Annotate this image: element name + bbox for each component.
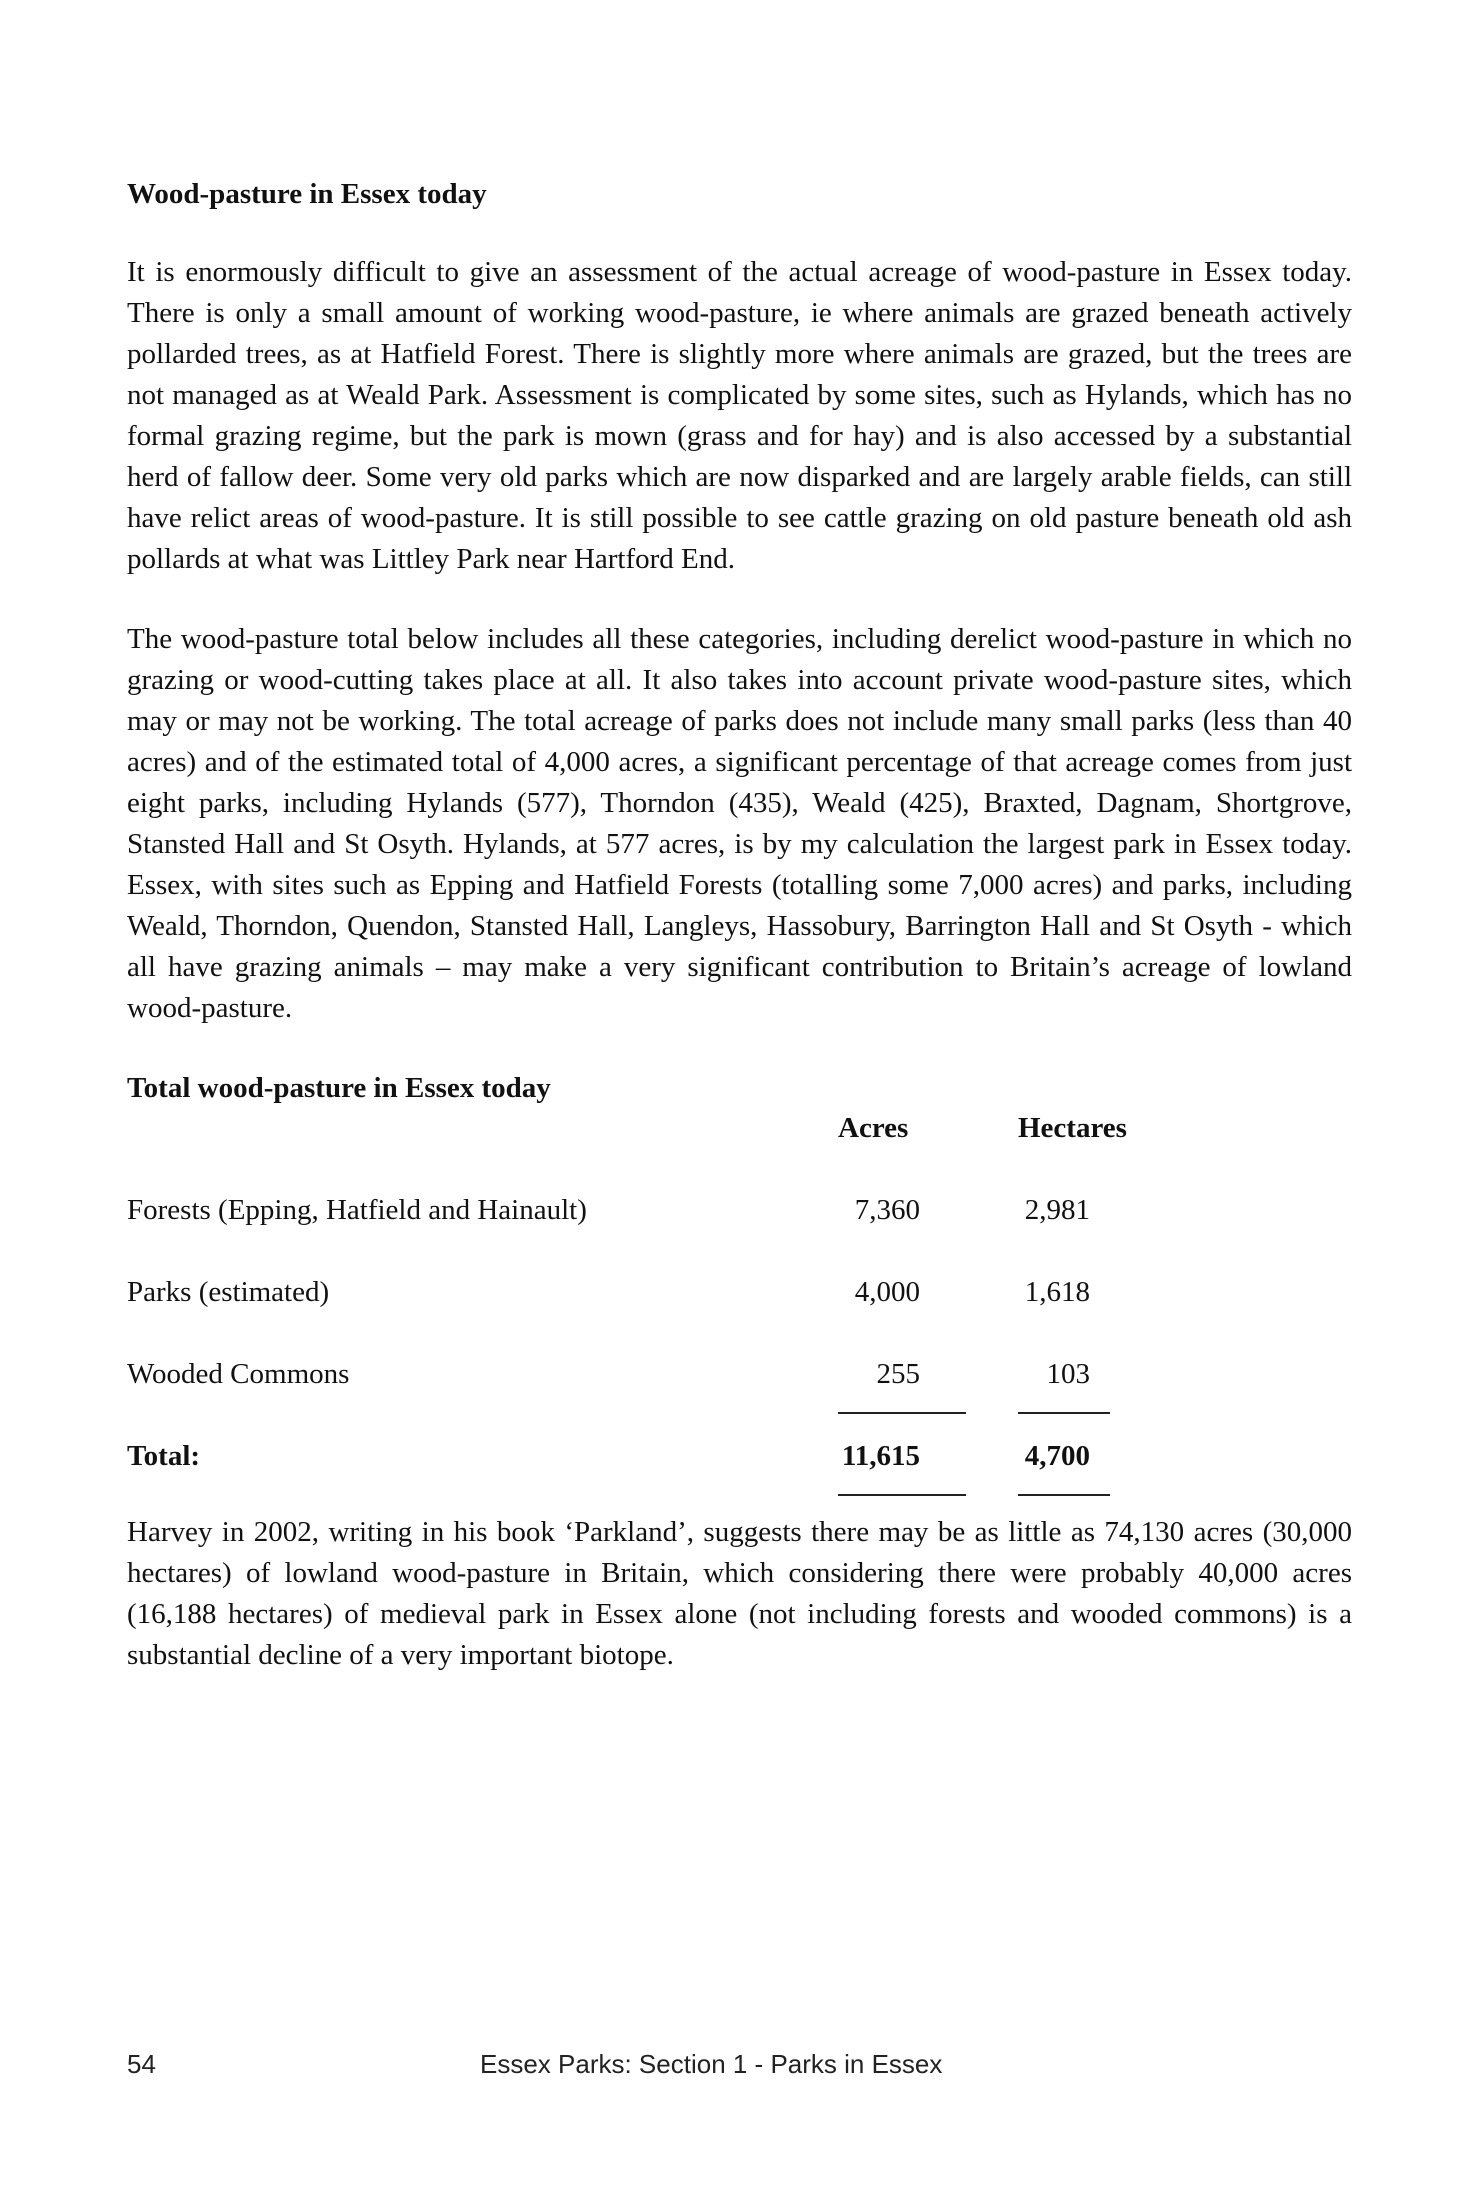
row-hectares: 2,981	[1024, 1194, 1090, 1226]
row-acres: 4,000	[854, 1276, 920, 1308]
row-acres: 7,360	[854, 1194, 920, 1226]
table-title: Total wood-pasture in Essex today	[127, 1072, 551, 1104]
sum-rule-hectares	[1018, 1412, 1110, 1414]
total-rule-hectares	[1018, 1494, 1110, 1496]
row-acres: 255	[876, 1358, 920, 1390]
paragraph-3: Harvey in 2002, writing in his book ‘Parkland’, suggests there may be as little as 74,130 acres (30,000 hectares) of lowland wood-pasture in Britain, which considering there were probably 40,000 acres (16,188 hectares) of medieval park in Essex alone (not including forests and wooded commons) is a substantial decline of a very important biotope.	[127, 1516, 1352, 1671]
paragraph-1: It is enormously difficult to give an assessment of the actual acreage of wood-pasture in Essex today. There is only a small amount of working wood-pasture, ie where animals are grazed beneath actively pollarded trees, as at Hatfield Forest. There is slightly more where animals are grazed, but the trees are not managed as at Weald Park. Assessment is complicated by some sites, such as Hylands, which has no formal grazing regime, but the park is mown (grass and for hay) and is also accessed by a substantial herd of fallow deer. Some very old parks which are now disparked and are largely arable fields, can still have relict areas of wood-pasture. It is still possible to see cattle grazing on old pasture beneath old ash pollards at what was Littley Park near Hartford End.	[127, 256, 1352, 575]
row-hectares: 103	[1046, 1358, 1090, 1390]
total-hectares: 4,700	[1024, 1440, 1090, 1472]
column-header-acres: Acres	[838, 1112, 909, 1144]
total-label: Total:	[127, 1440, 201, 1472]
column-header-hectares: Hectares	[1018, 1112, 1127, 1144]
sum-rule-acres	[838, 1412, 966, 1414]
running-title: Essex Parks: Section 1 - Parks in Essex	[480, 2049, 943, 2079]
paragraph-2: The wood-pasture total below includes all these categories, including derelict wood-pasture in which no grazing or wood-cutting takes place at all. It also takes into account private wood-pasture sites, which may or may not be working. The total acreage of parks does not include many small parks (less than 40 acres) and of the estimated total of 4,000 acres, a significant percentage of that acreage comes from just eight parks, including Hylands (577), Thorndon (435), Weald (425), Braxted, Dagnam, Shortgrove, Stansted Hall and St Osyth. Hylands, at 577 acres, is by my calculation the largest park in Essex today. Essex, with sites such as Epping and Hatfield Forests (totalling some 7,000 acres) and parks, including Weald, Thorndon, Quendon, Stansted Hall, Langleys, Hassobury, Barrington Hall and St Osyth - which all have grazing animals – may make a very significant contribution to Britain’s acreage of lowland wood-pasture.	[127, 623, 1352, 1024]
section-heading: Wood-pasture in Essex today	[127, 178, 487, 210]
row-label: Wooded Commons	[127, 1358, 350, 1390]
row-hectares: 1,618	[1024, 1276, 1090, 1308]
row-label: Parks (estimated)	[127, 1276, 330, 1308]
total-acres: 11,615	[841, 1440, 920, 1472]
total-rule-acres	[838, 1494, 966, 1496]
row-label: Forests (Epping, Hatfield and Hainault)	[127, 1194, 587, 1226]
page-number: 54	[127, 2049, 156, 2079]
